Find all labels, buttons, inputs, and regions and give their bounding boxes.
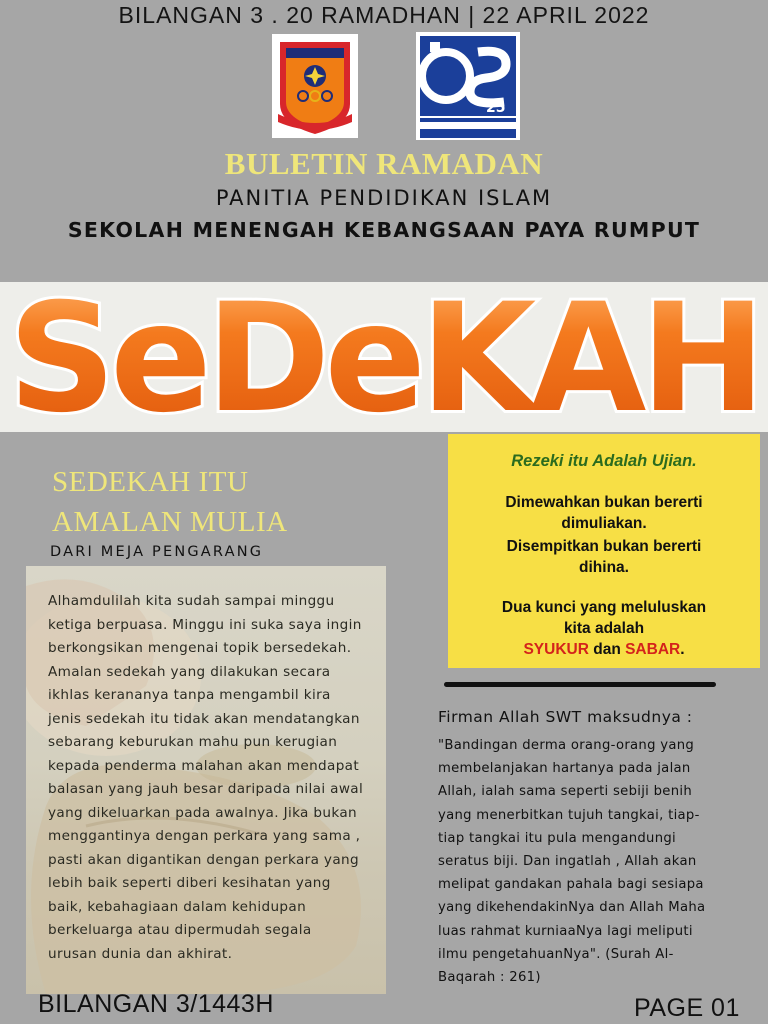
quote-line: kita adalah: [563, 620, 645, 637]
school-logo: [272, 34, 358, 138]
verse-line: ilmu pengetahuanNya". (Surah Al-: [438, 946, 674, 962]
quote-line: Disempitkan bukan bererti: [506, 538, 702, 555]
article-line: pasti akan digantikan dengan perkara yang: [48, 851, 359, 868]
verse-body: [438, 734, 766, 989]
keyword-syukur: SYUKUR: [523, 641, 589, 658]
article-line: lebih baik seperti diberi kesihatan yang: [48, 875, 331, 891]
editor-note-body: [48, 590, 382, 966]
article-line: jenis sedekah itu tidak akan mendatangkan: [48, 710, 360, 727]
article-line: berkongsikan mengenai topik bersedekah.: [48, 640, 352, 656]
verse-line: "Bandingan derma orang-orang yang: [438, 738, 695, 753]
panel-name: PANITIA PENDIDIKAN ISLAM: [215, 186, 553, 210]
verse-line: yang dikehendakinNya dan Allah Maha: [438, 900, 706, 916]
quote-line: Dimewahkan bukan bererti: [505, 494, 703, 511]
article-line: menggantinya dengan perkara yang sama ,: [48, 828, 361, 844]
verse-line: Baqarah : 261): [438, 970, 541, 986]
school-name: SEKOLAH MENENGAH KEBANGSAAN PAYA RUMPUT: [67, 218, 701, 242]
quote-box: [448, 434, 760, 668]
article-line: baik, kebahagiaan dalam kehidupan: [48, 898, 307, 915]
article-heading-line1: SEDEKAH ITU: [52, 466, 249, 498]
footer-page-number: PAGE 01: [634, 994, 740, 1022]
verse-line: tiap tangkai itu pula mengandungi: [438, 830, 677, 846]
article-line: Amalan sedekah yang dilakukan secara: [48, 663, 331, 680]
bulletin-title: BULETIN RAMADAN: [224, 146, 544, 181]
article-byline: DARI MEJA PENGARANG: [50, 544, 264, 560]
verse-line: yang menerbitkan tujuh tangkai, tiap-: [438, 807, 700, 823]
article-line: urusan dunia dan akhirat.: [48, 945, 233, 962]
article-line: Alhamdulilah kita sudah sampai minggu: [48, 593, 335, 609]
quote-line: Dua kunci yang meluluskan: [501, 599, 707, 616]
quote-line: dihina.: [579, 559, 629, 576]
divider-line: [444, 682, 716, 687]
quote-heading: Rezeki itu Adalah Ujian.: [511, 452, 697, 470]
quote-connector: dan: [588, 641, 626, 658]
article-heading-line2: AMALAN MULIA: [52, 506, 288, 538]
verse-line: luas rahmat kurniaaNya lagi meliputi: [438, 923, 693, 939]
footer-issue-number: BILANGAN 3/1443H: [38, 990, 274, 1018]
quote-end: .: [680, 641, 685, 658]
program-logo-number: 25: [486, 100, 506, 116]
article-heading: [52, 462, 352, 542]
article-line: ketiga berpuasa. Minggu ini suka saya ingin: [48, 616, 362, 633]
verse-line: membelanjakan hartanya pada jalan: [438, 761, 691, 777]
issue-date-line: BILANGAN 3 . 20 RAMADHAN | 22 APRIL 2022: [118, 2, 650, 28]
keyword-sabar: SABAR: [625, 641, 681, 658]
sedekah-banner: [0, 282, 768, 432]
transformation-program-logo: [416, 32, 520, 140]
banner-word: SeDeKAH: [8, 282, 760, 432]
article-line: kepada penderma malahan akan mendapat: [48, 757, 360, 774]
quote-line: dimuliakan.: [561, 515, 647, 532]
article-line: berkeluarga atau dipermudah segala: [48, 922, 312, 938]
article-line: sebarang keburukan mahu pun kerugian: [48, 734, 338, 750]
quote-keys-line: [448, 641, 760, 659]
verse-line: Allah, ialah sama seperti sebiji benih: [438, 784, 693, 800]
article-line: yang dikeluarkan pada awalnya. Jika bukan: [48, 804, 357, 821]
verse-line: seratus biji. Dan ingatlah , Allah akan: [438, 854, 697, 870]
article-line: balasan yang jauh besar daripada nilai awal: [48, 781, 364, 797]
article-line: ikhlas kerananya tanpa mengambil kira: [48, 687, 331, 703]
verse-intro: Firman Allah SWT maksudnya :: [438, 708, 693, 726]
verse-line: melipat gandakan pahala bagi sesiapa: [438, 877, 704, 893]
